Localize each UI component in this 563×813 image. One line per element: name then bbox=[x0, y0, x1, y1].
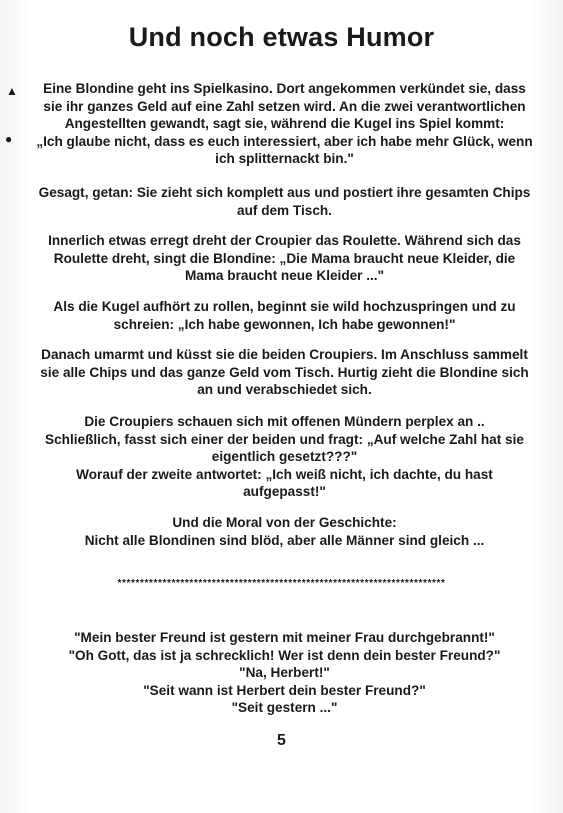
text-line: "Seit wann ist Herbert dein bester Freund?" bbox=[143, 682, 426, 698]
text-line: "Na, Herbert!" bbox=[239, 665, 330, 680]
story-paragraph-2 bbox=[22, 184, 547, 219]
text-line: Gesagt, getan: Sie zieht sich komplett aus und postiert ihre gesamten Chips bbox=[38, 185, 531, 200]
moral-paragraph bbox=[22, 514, 547, 549]
text-line: Nicht alle Blondinen sind blöd, aber alle Männer sind gleich ... bbox=[84, 532, 485, 548]
text-line: "Oh Gott, das ist ja schrecklich! Wer ist denn dein bester Freund?" bbox=[68, 647, 501, 663]
text-line: Danach umarmt und küsst sie die beiden Croupiers. Im Anschluss sammelt bbox=[41, 347, 528, 362]
text-line: auf dem Tisch. bbox=[237, 202, 332, 218]
text-line: "Mein bester Freund ist gestern mit meiner Frau durchgebrannt!" bbox=[74, 630, 495, 645]
text-line: Innerlich etwas erregt dreht der Croupier das Roulette. Während sich das bbox=[48, 233, 521, 248]
text-line: Roulette dreht, singt die Blondine: „Die Mama braucht neue Kleider, die bbox=[53, 250, 516, 266]
second-joke bbox=[22, 629, 547, 717]
text-line: eigentlich gesetzt???" bbox=[211, 449, 358, 464]
text-line: aufgepasst!" bbox=[243, 484, 326, 499]
text-line: Worauf der zweite antwortet: „Ich weiß nicht, ich dachte, du hast bbox=[76, 466, 493, 482]
bullet-mark: ● bbox=[5, 132, 13, 146]
page-title: Und noch etwas Humor bbox=[128, 22, 435, 52]
text-line: schreien: „Ich habe gewonnen, Ich habe gewonnen!" bbox=[113, 316, 456, 332]
star-separator: ************************************************************************* bbox=[117, 578, 446, 589]
text-line: Angestellten gewandt, sagt sie, während die Kugel ins Spiel kommt: bbox=[64, 116, 505, 131]
text-line: an und verabschiedet sich. bbox=[197, 382, 372, 397]
text-line: Als die Kugel aufhört zu rollen, beginnt sie wild hochzuspringen und zu bbox=[53, 299, 516, 314]
story-paragraph-3 bbox=[22, 232, 547, 285]
page-number: 5 bbox=[277, 732, 286, 749]
text-line: Schließlich, fasst sich einer der beiden und fragt: „Auf welche Zahl hat sie bbox=[45, 431, 524, 447]
text-line: "Seit gestern ..." bbox=[231, 700, 338, 715]
text-line: sie ihr ganzes Geld auf eine Zahl setzen wird. An die zwei verantwortlichen bbox=[43, 98, 526, 114]
story-paragraph-4 bbox=[22, 298, 547, 333]
text-line: sie alle Chips und das ganze Geld vom Tisch. Hurtig zieht die Blondine sich bbox=[40, 364, 529, 380]
text-line: Und die Moral von der Geschichte: bbox=[172, 515, 397, 530]
bullet-mark: ▲ bbox=[6, 84, 18, 98]
text-line: „Ich glaube nicht, dass es euch interessiert, aber ich habe mehr Glück, wenn bbox=[36, 133, 533, 149]
text-line: Eine Blondine geht ins Spielkasino. Dort angekommen verkündet sie, dass bbox=[43, 81, 526, 96]
text-line: ich splitternackt bin." bbox=[215, 151, 354, 166]
text-line: Mama braucht neue Kleider ..." bbox=[184, 268, 385, 283]
story-paragraph-1 bbox=[22, 80, 547, 168]
story-paragraph-6 bbox=[22, 413, 547, 501]
text-line: Die Croupiers schauen sich mit offenen Mündern perplex an .. bbox=[84, 414, 485, 429]
story-paragraph-5 bbox=[22, 346, 547, 399]
